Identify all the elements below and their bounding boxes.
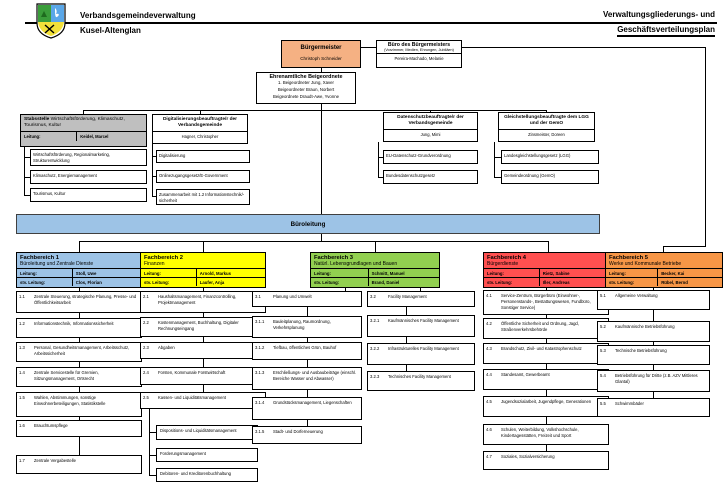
fb4-title: Fachbereich 4 [487, 255, 526, 261]
org-unit [483, 424, 609, 445]
stv-leitung-label: stv. Leitung: [606, 278, 658, 286]
plan-title-line1: Verwaltungsgliederungs- und [602, 10, 715, 19]
unit-label: Wahlen, Abstimmungen, sonstige Einwohnerbeteiligungen, Statistikstelle [34, 394, 106, 406]
unit-number: 4.2 [486, 320, 492, 326]
org-subunit: Dispositions- und Liquiditätsmanagement [156, 425, 258, 440]
unit-number: 3.2.1 [370, 317, 380, 323]
org-unit [597, 321, 710, 342]
unit-number: 3.1.5 [255, 428, 265, 434]
beigeordnete-title: Ehrenamtliche Beigeordnete [269, 74, 343, 80]
datenschutz-task: EU-Datenschutz-Grundverordnung [383, 150, 478, 164]
fb3-subtitle: Natürl. Lebensgrundlagen und Bauen [314, 261, 398, 267]
beigeordnete-member: Beigeordneter Braun, Norbert [277, 86, 335, 92]
unit-label: Öffentliche Sicherheit und Ordnung, Jagd, Straßenverkehrsbehörde [501, 320, 579, 332]
leitung-label: Leitung: [21, 132, 77, 141]
unit-label: Schwimmbäder [615, 400, 644, 406]
unit-number: 1.3 [19, 344, 25, 350]
connector-line [203, 241, 204, 252]
leitung-name: Rietz, Sabine [542, 270, 570, 276]
leitung-label: Leitung: [17, 269, 73, 277]
org-unit [483, 369, 609, 390]
org-unit [252, 397, 362, 420]
stabsstelle-task: Klimaschutz, Energiemanagement [30, 170, 147, 184]
stv-leitung-name: Laufer, Anja [199, 279, 225, 285]
org-unit [252, 367, 362, 390]
org-unit [597, 345, 710, 365]
org-unit [16, 318, 142, 338]
unit-label: Zentrale Servicestelle für Gremien, Sitzungsmanagement, Ortsrecht [34, 369, 99, 381]
org-unit [16, 291, 142, 313]
unit-label: Jugendsozialarbeit, Jugendpflege, Generationen [501, 398, 592, 404]
unit-label: Service-Zentrum, Bürgerbüro (Einwohner-, Personenstands-, Bestattungswesen, Fundbüro, Sonstiger Service) [501, 292, 591, 310]
unit-number: 5.5 [600, 400, 606, 406]
stabsstelle-header [20, 114, 147, 147]
fb4-subtitle: Bürgerdienste [487, 261, 519, 267]
unit-number: 4.5 [486, 398, 492, 404]
connector-line [321, 234, 322, 241]
leitung-name: Keidel, Marcel [80, 133, 109, 139]
stabsstelle-title-rest: Wirtschaftsförderung, Klimaschutz, Tourismus, Kultur [24, 117, 125, 129]
unit-number: 1.7 [19, 457, 25, 463]
org-unit [483, 396, 609, 417]
fachbereich-1-header [16, 252, 142, 288]
org-unit [140, 367, 266, 385]
leitung-label: Leitung: [606, 269, 658, 277]
bueroleitung-label: Büroleitung [290, 220, 326, 228]
beigeordnete-box [256, 72, 356, 104]
fb1-subtitle: Büroleitung und Zentrale Dienste [20, 261, 94, 267]
leitung-label: Leitung: [141, 269, 197, 277]
buero-des-buergermeisters-box [376, 40, 462, 68]
connector-line [149, 475, 156, 476]
org-unit [367, 315, 475, 337]
unit-label: Brauchtumspflege [34, 422, 68, 428]
org-name-line1: Verbandsgemeindeverwaltung [80, 11, 196, 20]
org-unit [597, 398, 710, 417]
org-unit [483, 318, 609, 339]
datenschutz-title: Datenschutzbeauftragte/r der Verbandsgemeinde [397, 115, 464, 127]
unit-label: Bauleitplanung, Raumordnung, Verkehrsplanung [273, 318, 331, 330]
org-unit [483, 290, 609, 315]
org-unit [367, 371, 475, 391]
digitalisierung-title: Digitalisierungsbeauftragte/r der Verbandsgemeinde [162, 117, 238, 129]
fb5-title: Fachbereich 5 [609, 255, 648, 261]
fb5-subtitle: Werke und Kommunale Betriebe [609, 261, 682, 267]
unit-label: Technische Betriebsführung [615, 347, 667, 353]
unit-number: 3.1.2 [255, 344, 265, 350]
connector-line [152, 144, 153, 197]
unit-label: Technisches Facility Management [388, 373, 451, 379]
org-unit [252, 316, 362, 338]
unit-label: Haushaltsmanagement, Finanzcontrolling, Projektmanagement [158, 293, 237, 305]
unit-label: Kassen- und Liquiditätsmanagement [158, 394, 226, 400]
org-unit [367, 291, 475, 307]
beigeordnete-member: Beigeordnete Draudt-Awe, Yvonne [272, 93, 339, 99]
unit-number: 2.4 [143, 369, 149, 375]
digitalisierung-task: Onlinezugangsgesetz/E-Government [156, 170, 250, 183]
connector-line [83, 110, 546, 111]
unit-label: Standesamt, Gewerbeamt [501, 371, 550, 377]
digitalisierung-task: Digitalisierung [156, 150, 250, 163]
org-unit [483, 343, 609, 364]
unit-label: Kaufmännisches Facility Management [388, 317, 459, 323]
stabsstelle-task: Tourismus, Kultur [30, 188, 147, 202]
unit-label: Personal, Gesundheitsmanagement, Arbeitsschutz, Arbeitssicherheit [34, 344, 130, 356]
org-unit [140, 291, 266, 313]
header-rule [25, 22, 717, 24]
fb2-subtitle: Finanzen [144, 261, 165, 267]
fb2-title: Fachbereich 2 [144, 255, 183, 261]
unit-label: Tiefbau, öffentliches Grün, Bauhof [273, 344, 337, 350]
datenschutz-task: Bundesdatenschutzgesetz [383, 170, 478, 184]
connector-line [494, 142, 495, 178]
connector-line [24, 147, 25, 195]
leitung-name: Arnold, Markus [199, 270, 232, 276]
unit-number: 5.1 [600, 292, 606, 298]
connector-line [548, 241, 549, 252]
stv-leitung-name: Brand, Daniel [371, 279, 400, 285]
stabsstelle-title [21, 115, 146, 131]
unit-number: 5.2 [600, 323, 606, 329]
org-unit [252, 426, 362, 444]
buero-title: Büro des Bürgermeisters [387, 42, 451, 48]
unit-label: Infrastrukturelles Facility Management [388, 345, 459, 351]
unit-number: 1.1 [19, 293, 25, 299]
fachbereich-4-header [483, 252, 609, 288]
connector-line [79, 241, 549, 242]
plan-title-line2: Geschäftsverteilungsplan [617, 25, 715, 37]
org-unit [252, 291, 362, 307]
unit-label: Kaufmännische Betriebsführung [615, 323, 675, 329]
fb1-title: Fachbereich 1 [20, 255, 59, 261]
coat-of-arms-icon [35, 3, 67, 39]
unit-label: Schulen, Weiterbildung, Volkshochschule, Kindertagesstätten, Freizeit und Sport [501, 426, 579, 438]
unit-number: 3.2.3 [370, 373, 380, 379]
connector-line [494, 177, 501, 178]
connector-line [149, 455, 156, 456]
stv-leitung-label: stv. Leitung: [311, 278, 369, 286]
stv-leitung-name: Rübel, Bernd [661, 279, 688, 285]
org-unit [597, 370, 710, 392]
unit-number: 4.3 [486, 345, 492, 351]
fb3-title: Fachbereich 3 [314, 255, 353, 261]
stabsstelle-title-bold: Stabsstelle [24, 117, 50, 122]
stv-leitung-name: Iller, Andreas [542, 279, 570, 285]
unit-number: 1.5 [19, 394, 25, 400]
stabsstelle-leitung-row [21, 131, 146, 141]
leitung-label: Leitung: [311, 269, 369, 277]
leitung-name: Becker, Kai [661, 270, 685, 276]
org-unit [140, 392, 266, 409]
connector-line [462, 47, 705, 48]
unit-label: Grundstücksmanagement, Liegenschaften [273, 399, 352, 405]
connector-line [149, 432, 156, 433]
connector-line [321, 103, 322, 214]
unit-label: Allgemeine Verwaltung [615, 292, 658, 298]
unit-label: Informationstechnik, Informationssicherheit [34, 320, 114, 326]
fachbereich-2-header [140, 252, 266, 288]
unit-label: Stadt- und Dorferneuerung [273, 428, 323, 434]
unit-label: Betriebsführung für Dritte (z.B. AZV Mittleres Glantal) [615, 372, 698, 384]
digitalisierung-header [152, 114, 248, 144]
buero-subtitle: (Vorzimmer, Medien, Ehrungen, Jubiläen) [384, 48, 454, 52]
digitalisierung-name: Hagner, Christopher [153, 131, 247, 140]
unit-number: 5.4 [600, 372, 606, 378]
unit-label: Kostenmanagement, Buchhaltung, Digitaler Rechnungseingang [158, 319, 239, 331]
leitung-name: Stoll, Uwe [75, 270, 97, 276]
org-unit [16, 420, 142, 437]
unit-label: Zentrale Steuerung, strategische Planung, Presse- und Öffentlichkeitsarbeit [34, 293, 137, 305]
unit-number: 3.2 [370, 293, 376, 299]
gleichstellung-title: Gleichstellungsbeauftragte dem LGG und der GemO [504, 115, 589, 127]
unit-number: 4.1 [486, 292, 492, 298]
org-unit [597, 290, 710, 310]
unit-number: 1.6 [19, 422, 25, 428]
gleichstellung-task: Landesgleichstellungsgesetz (LGG) [501, 150, 599, 164]
unit-label: Erschließungs- und Ausbaubeiträge (einschl. Bereiche Wasser und Abwasser) [273, 369, 357, 381]
datenschutz-name: Jung, Mimi [384, 129, 477, 138]
connector-line [494, 157, 501, 158]
unit-number: 1.4 [19, 369, 25, 375]
buero-name: Pereira-Machado, Melanie [377, 53, 461, 62]
buergermeister-name: Christoph Schneider [300, 56, 342, 61]
gleichstellung-header [498, 112, 595, 142]
unit-number: 4.7 [486, 453, 492, 459]
unit-number: 3.1.3 [255, 369, 265, 375]
bueroleitung-bar [16, 214, 600, 234]
stabsstelle-task: Wirtschaftsförderung, Regionalmarketing, Strukturentwicklung [30, 149, 147, 166]
connector-line [705, 47, 706, 246]
connector-line [378, 142, 379, 178]
datenschutz-header [383, 112, 478, 142]
unit-number: 2.2 [143, 319, 149, 325]
unit-label: Soziales, Sozialversicherung [501, 453, 555, 459]
org-unit [16, 367, 142, 387]
org-unit [16, 455, 142, 474]
org-subunit: Debitoren- und Kreditorenbuchhaltung [156, 468, 258, 482]
unit-number: 2.5 [143, 394, 149, 400]
stv-leitung-label: stv. Leitung: [484, 278, 540, 286]
leitung-label: Leitung: [484, 269, 540, 277]
unit-label: Facility Management [388, 293, 427, 299]
org-unit [140, 317, 266, 337]
digitalisierung-task: Zusammenarbeit mit 1.2 Informationstechnik/-sicherheit [156, 189, 250, 205]
org-subunit: Forderungsmanagement [156, 448, 258, 462]
unit-label: Forsten, Kommunale Forstwirtschaft [158, 369, 226, 375]
unit-number: 3.1.1 [255, 318, 265, 324]
connector-line [375, 241, 376, 252]
unit-number: 3.1 [255, 293, 261, 299]
org-unit [140, 342, 266, 359]
org-unit [367, 343, 475, 365]
org-unit [16, 342, 142, 362]
unit-number: 2.1 [143, 293, 149, 299]
gleichstellung-name: Zinsmeister, Doreen [499, 129, 594, 138]
stv-leitung-name: Clos, Florian [75, 279, 102, 285]
connector-line [361, 47, 376, 48]
org-unit [483, 451, 609, 470]
unit-number: 4.6 [486, 426, 492, 432]
unit-number: 3.1.4 [255, 399, 265, 405]
unit-number: 5.3 [600, 347, 606, 353]
stv-leitung-label: stv. Leitung: [141, 278, 197, 286]
unit-label: Planung und Umwelt [273, 293, 312, 299]
fachbereich-3-header [310, 252, 440, 288]
buergermeister-box [281, 40, 361, 68]
connector-line [663, 246, 706, 247]
unit-label: Brandschutz, Zivil- und Katastrophenschutz [501, 345, 582, 351]
unit-number: 3.2.2 [370, 345, 380, 351]
unit-label: Zentrale Vergabestelle [34, 457, 76, 463]
gleichstellung-task: Gemeindeordnung (GemO) [501, 170, 599, 184]
unit-label: Abgaben [158, 344, 175, 350]
buergermeister-title: Bürgermeister [300, 45, 342, 51]
connector-line [79, 241, 80, 252]
org-unit [16, 392, 142, 417]
leitung-name: Schmitt, Manuel [371, 270, 405, 276]
unit-number: 1.2 [19, 320, 25, 326]
stv-leitung-label: stv. Leitung: [17, 278, 73, 286]
beigeordnete-member: 1. Beigeordneter Jung, Xaver [278, 80, 334, 85]
unit-number: 4.4 [486, 371, 492, 377]
unit-number: 2.3 [143, 344, 149, 350]
org-name-line2: Kusel-Altenglan [80, 26, 141, 35]
fachbereich-5-header [605, 252, 723, 288]
connector-line [149, 409, 150, 476]
org-unit [252, 342, 362, 360]
